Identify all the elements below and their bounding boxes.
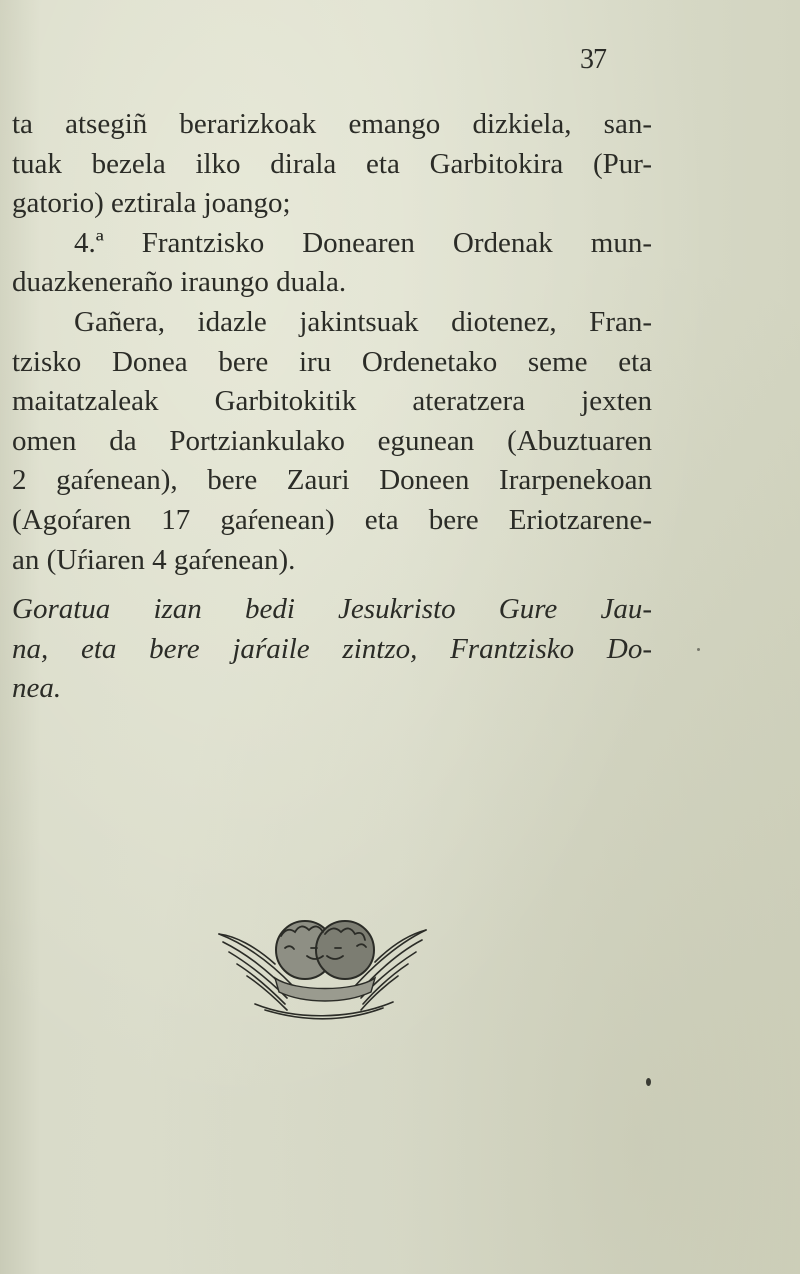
closing-line: na, eta bere jaŕaile zintzo, Frantzisko Do- <box>12 632 652 665</box>
text-line: duazkeneraño iraungo duala. <box>12 266 347 299</box>
text-line: Gañera, idazle jakintsuak diotenez, Fran- <box>74 305 652 338</box>
closing-invocation <box>12 590 652 709</box>
page-number: 37 <box>580 44 606 75</box>
text-line: gatorio) eztirala joango; <box>12 187 291 220</box>
ink-speck <box>697 648 700 651</box>
text-line: tuak bezela ilko dirala eta Garbitokira (Pur- <box>12 147 652 180</box>
text-line: 2 gaŕenean), bere Zauri Doneen Irarpenekoan <box>12 464 652 497</box>
text-line: omen da Portziankulako egunean (Abuztuaren <box>12 424 652 457</box>
ink-speck <box>646 1078 651 1086</box>
text-line: an (Uŕiaren 4 gaŕenean). <box>12 543 296 576</box>
body-text <box>12 105 652 709</box>
text-line: ta atsegiñ berarizkoak emango dizkiela, san- <box>12 108 652 140</box>
text-line: tzisko Donea bere iru Ordenetako seme eta <box>12 345 652 378</box>
text-line: maitatzaleak Garbitokitik ateratzera jexten <box>12 385 652 418</box>
winged-cherubs-icon <box>215 912 430 1022</box>
text-line: 4.ª Frantzisko Donearen Ordenak mun- <box>74 226 652 259</box>
closing-line: nea. <box>12 672 62 705</box>
closing-line: Goratua izan bedi Jesukristo Gure Jau- <box>12 593 652 626</box>
text-line: (Agoŕaren 17 gaŕenean) eta bere Eriotzarene- <box>12 503 652 536</box>
